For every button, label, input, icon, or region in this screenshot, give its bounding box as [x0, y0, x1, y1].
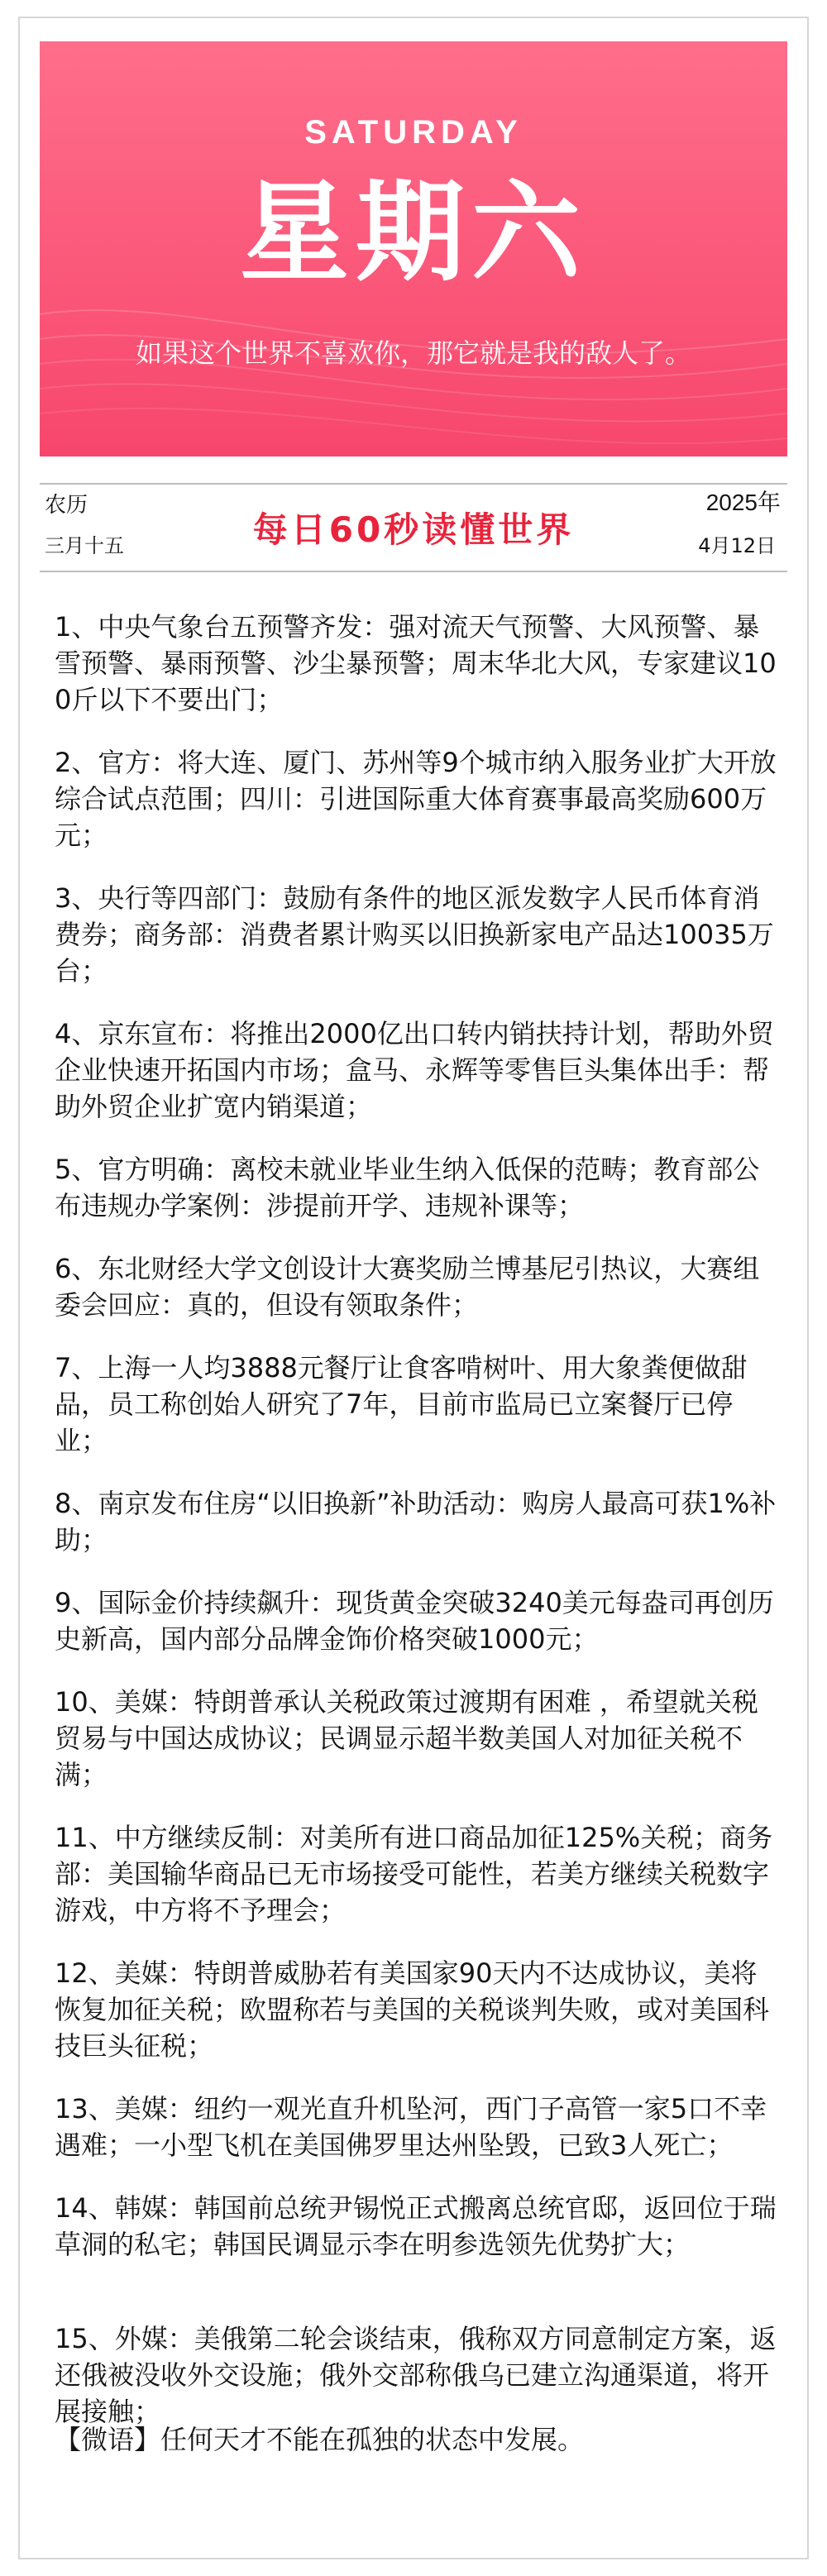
news-item: 12、美媒：特朗普威胁若有美国家90天内不达成协议，美将恢复加征关税；欧盟称若与美国的关税谈判失败，或对美国科技巨头征税； — [55, 1957, 770, 2062]
page-title: 每日60秒读懂世界 — [252, 509, 575, 550]
news-item: 6、东北财经大学文创设计大赛奖励兰博基尼引热议，大赛组委会回应：真的，但设有领取条件； — [55, 1253, 760, 1321]
daily-quote: 【微语】任何天才不能在孤独的状态中发展。 — [55, 2424, 585, 2455]
weekday-chinese: 星期六 — [240, 170, 587, 297]
lunar-label: 农历 — [45, 493, 88, 518]
news-item: 1、中央气象台五预警齐发：强对流天气预警、大风预警、暴雪预警、暴雨预警、沙尘暴预警；周末华北大风，专家建议100斤以下不要出门； — [55, 611, 777, 715]
divider-bottom — [40, 571, 787, 572]
header-banner — [40, 41, 787, 456]
news-item: 5、官方明确：离校未就业毕业生纳入低保的范畴；教育部公布违规办学案例：涉提前开学、违规补课等； — [55, 1154, 760, 1221]
news-item: 11、中方继续反制：对美所有进口商品加征125%关税；商务部：美国输华商品已无市场接受可能性，若美方继续关税数字游戏，中方将不予理会； — [55, 1822, 773, 1926]
news-item: 7、上海一人均3888元餐厅让食客啃树叶、用大象粪便做甜品，员工称创始人研究了7年，目前市监局已立案餐厅已停业； — [55, 1352, 748, 1456]
news-item: 4、京东宣布：将推出2000亿出口转内销扶持计划，帮助外贸企业快速开拓国内市场；盒马、永辉等零售巨头集体出手：帮助外贸企业扩宽内销渠道； — [55, 1018, 774, 1122]
news-item: 14、韩媒：韩国前总统尹锡悦正式搬离总统官邸，返回位于瑞草洞的私宅；韩国民调显示李在明参选领先优势扩大； — [55, 2192, 777, 2260]
news-item: 9、国际金价持续飙升：现货黄金突破3240美元每盎司再创历史新高，国内部分品牌金饰价格突破1000元； — [55, 1587, 774, 1655]
news-item: 8、南京发布住房“以旧换新”补助活动：购房人最高可获1%补助； — [55, 1488, 777, 1556]
news-item: 13、美媒：纽约一观光直升机坠河，西门子高管一家5口不幸遇难；一小型飞机在美国佛罗里达州坠毁，已致3人死亡； — [55, 2093, 767, 2161]
news-list — [55, 609, 779, 2456]
news-item: 10、美媒：特朗普承认关税政策过渡期有困难 ，希望就关税贸易与中国达成协议；民调显示超半数美国人对加征关税不满； — [55, 1686, 758, 1790]
news-item: 2、官方：将大连、厦门、苏州等9个城市纳入服务业扩大开放综合试点范围；四川：引进国际重大体育赛事最高奖励600万元； — [55, 747, 777, 851]
month-day-label: 4月12日 — [698, 534, 776, 557]
motto-text: 如果这个世界不喜欢你，那它就是我的敌人了。 — [135, 337, 691, 369]
news-item: 3、央行等四部门：鼓励有条件的地区派发数字人民币体育消费券；商务部：消费者累计购买以旧换新家电产品达10035万台； — [55, 882, 774, 987]
news-item: 15、外媒：美俄第二轮会谈结束，俄称双方同意制定方案，返还俄被没收外交设施；俄外交部称俄乌已建立沟通渠道，将开展接触； — [55, 2323, 777, 2427]
divider-top — [40, 483, 787, 485]
lunar-date: 三月十五 — [45, 534, 124, 557]
year-label: 2025年 — [705, 490, 781, 515]
weekday-english: SATURDAY — [304, 114, 523, 151]
